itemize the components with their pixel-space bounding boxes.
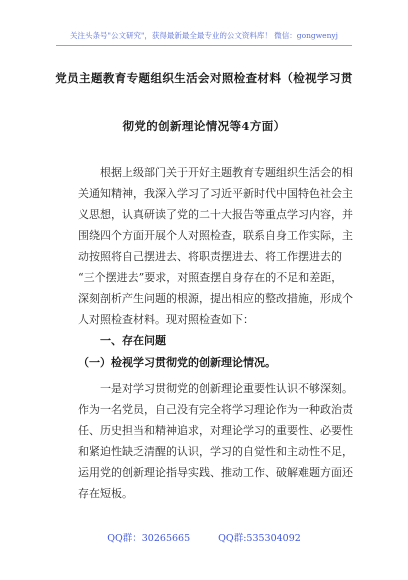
header-banner: 关注头条号"公文研究"，获得最新最全最专业的公文资料库！ 微信：gongwenyj — [70, 31, 338, 40]
header-divider — [56, 45, 352, 46]
section-paragraph-line: 存在短板。 — [78, 487, 133, 500]
section-paragraph-line: 任、历史担当和精神追求，对理论学习的重要性、必要性 — [78, 424, 353, 437]
section-paragraph-line: 和紧迫性缺乏清醒的认识，学习的自觉性和主动性不足， — [78, 445, 353, 458]
intro-line: 深刻剖析产生问题的根源，提出相应的整改措施，形成个 — [78, 292, 353, 305]
footer-qq-group-1: QQ群：30265665 — [107, 533, 191, 544]
intro-line: 围绕四个方面开展个人对照检查，联系自身工作实际，主 — [78, 229, 353, 242]
intro-line: 人对照检查材料。现对照检查如下： — [78, 313, 254, 326]
intro-line: 义思想，认真研读了党的二十大报告等重点学习内容，并 — [78, 208, 353, 221]
intro-line: “三个摆进去”要求，对照查摆自身存在的不足和差距， — [78, 271, 343, 284]
footer-qq-group-2: QQ群:535304092 — [218, 533, 301, 544]
footer-contact — [0, 530, 408, 544]
document-title-line-2: 彻党的创新理论情况等4方面） — [122, 119, 286, 133]
document-title-line-1: 党员主题教育专题组织生活会对照检查材料（检视学习贯 — [55, 71, 353, 85]
section-subheading: （一）检视学习贯彻党的创新理论情况。 — [78, 356, 276, 369]
section-heading: 一、存在问题 — [100, 334, 166, 347]
intro-line: 动按照将自己摆进去、将职责摆进去、将工作摆进去的 — [78, 250, 342, 263]
section-paragraph-line: 作为一名党员，自己没有完全将学习理论作为一种政治责 — [78, 403, 353, 416]
intro-line: 关通知精神，我深入学习了习近平新时代中国特色社会主 — [78, 187, 353, 200]
section-paragraph-line: 一是对学习贯彻党的创新理论重要性认识不够深刻。 — [100, 382, 353, 395]
intro-line: 根据上级部门关于开好主题教育专题组织生活会的相 — [100, 166, 353, 179]
section-paragraph-line: 运用党的创新理论指导实践、推动工作、破解难题方面还 — [78, 466, 353, 479]
document-body — [78, 162, 356, 504]
